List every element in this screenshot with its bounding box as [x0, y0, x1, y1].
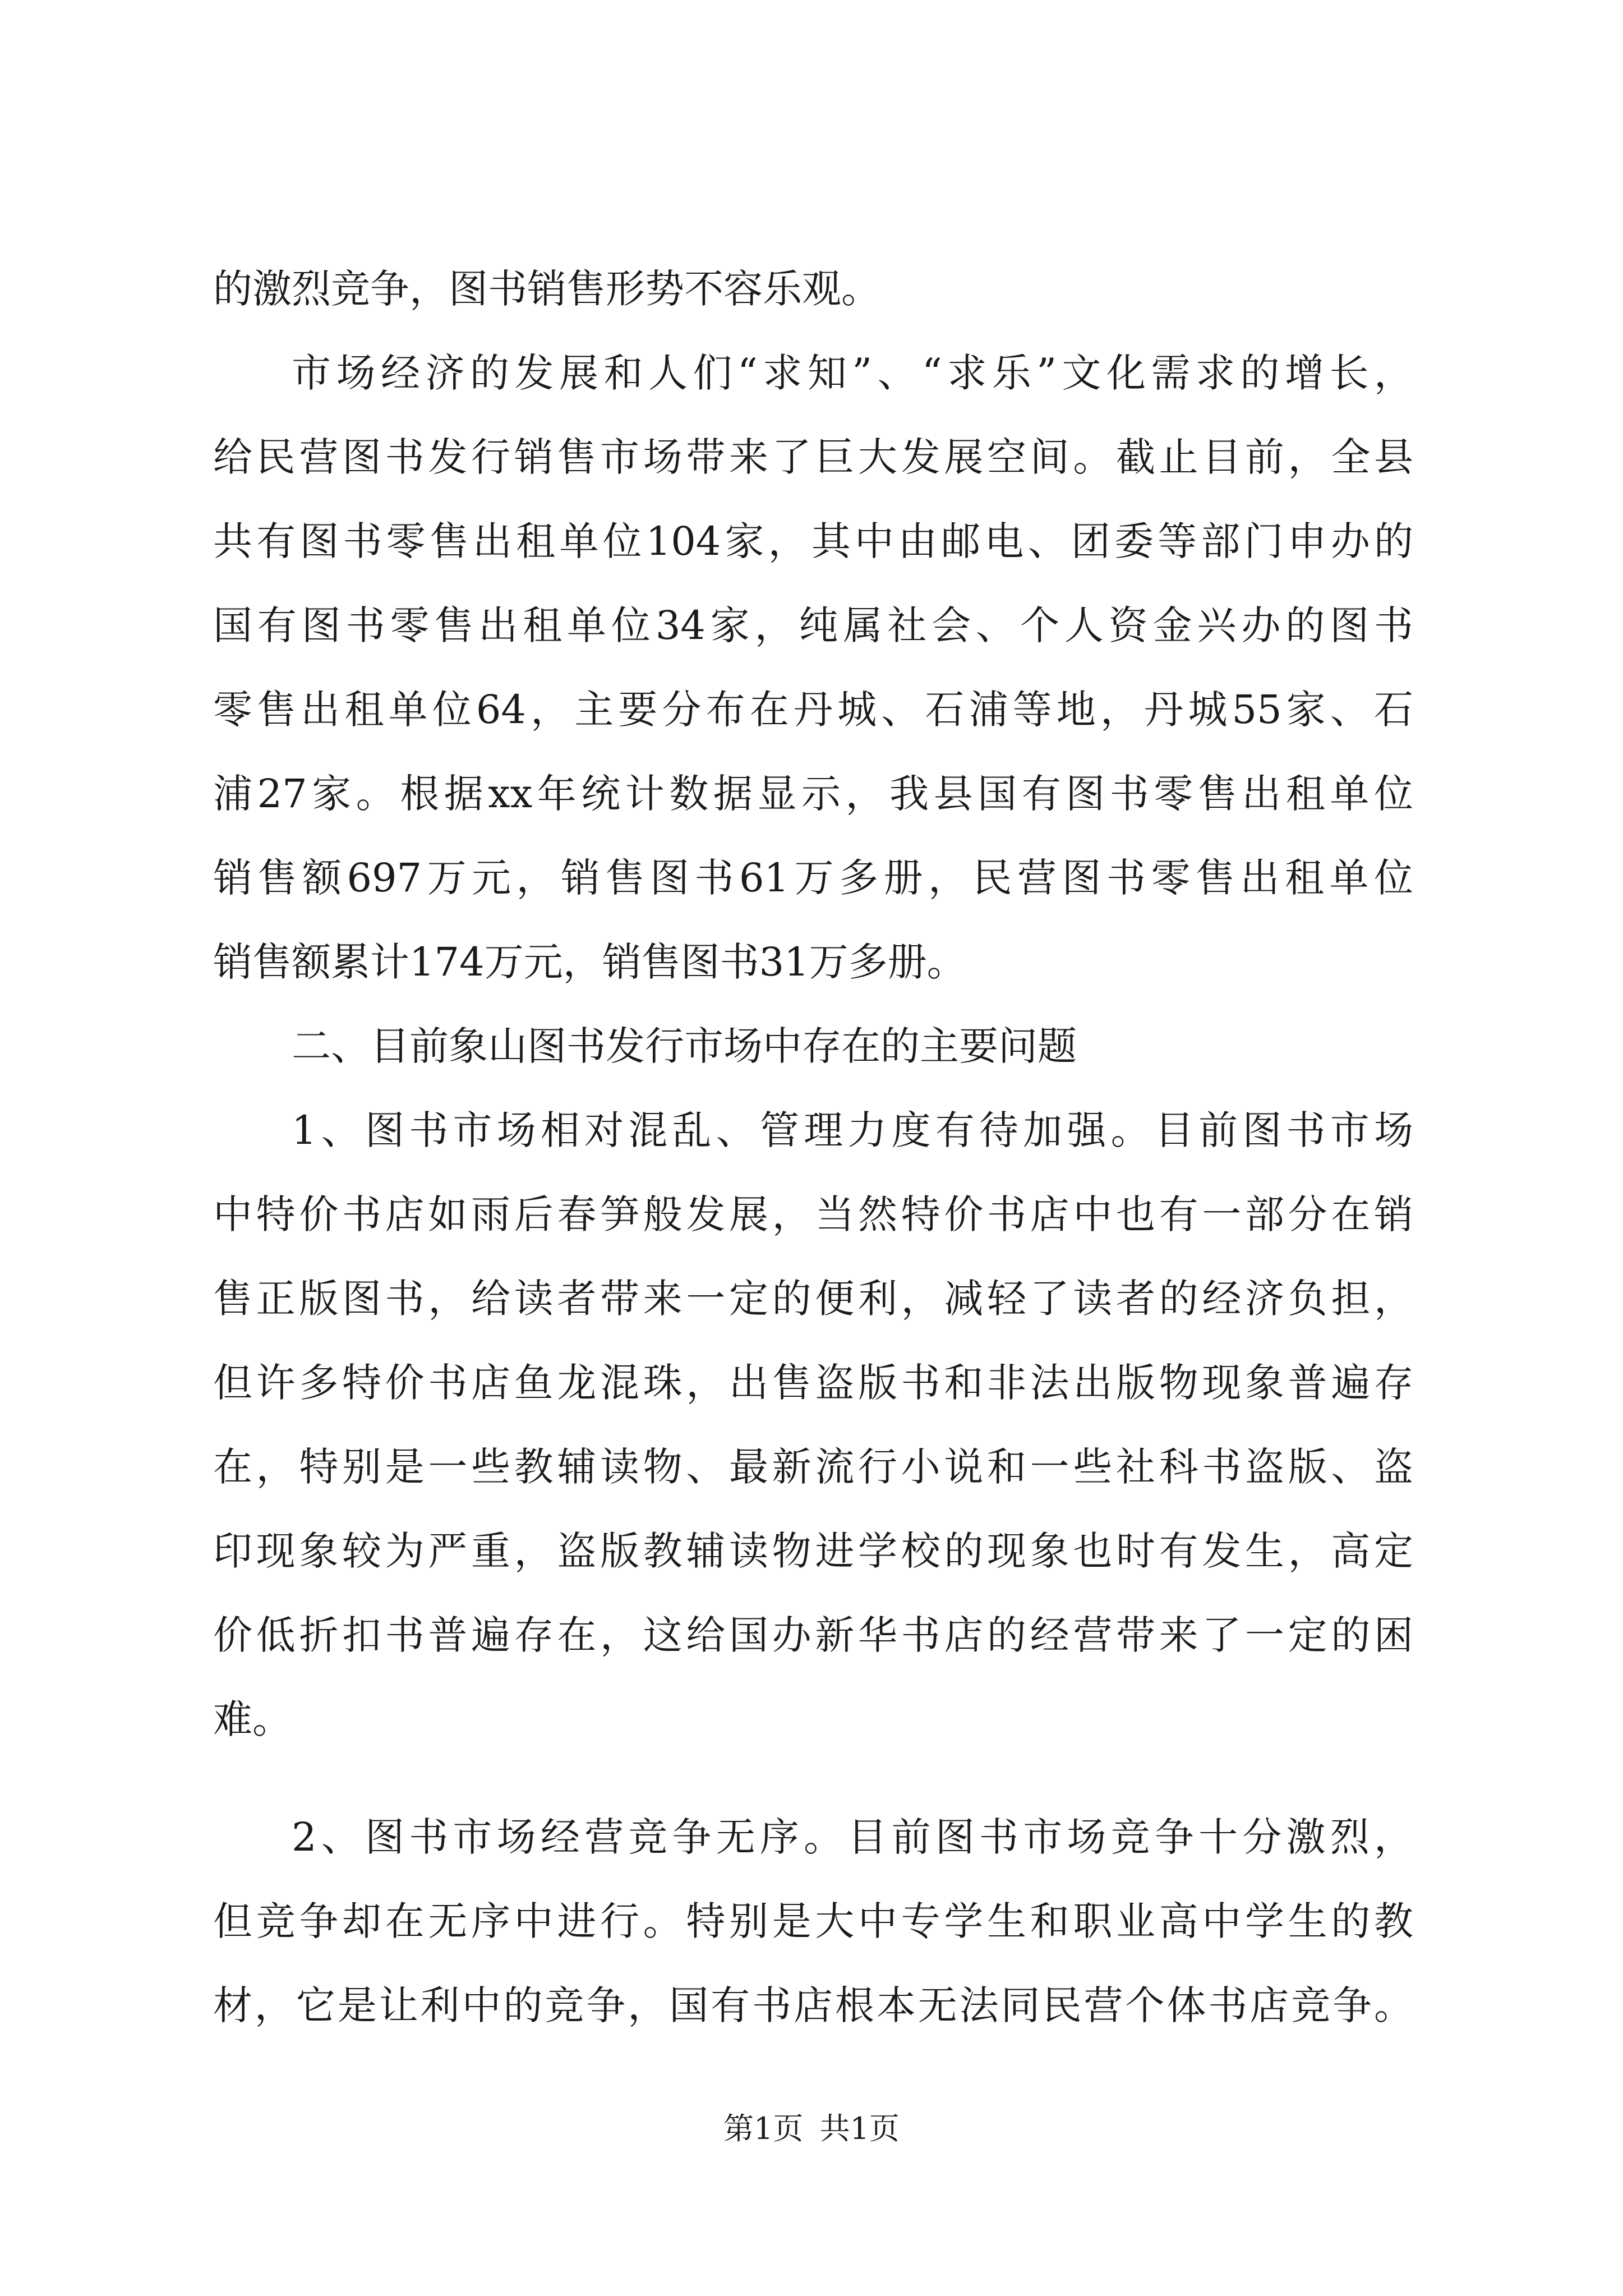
page-footer — [0, 2109, 1623, 2148]
text-line: 1、图书市场相对混乱、管理力度有待加强。目前图书市场 — [292, 1107, 1413, 1153]
text-line: 但许多特价书店鱼龙混珠，出售盗版书和非法出版物现象普遍存 — [213, 1360, 1413, 1406]
paragraph — [213, 247, 1413, 331]
text-line: 销售额累计174万元，销售图书31万多册。 — [213, 939, 966, 985]
text-line: 但竞争却在无序中进行。特别是大中专学生和职业高中学生的教 — [213, 1898, 1413, 1944]
text-line: 难。 — [213, 1696, 292, 1742]
document-body — [213, 247, 1413, 2047]
text-line: 印现象较为严重，盗版教辅读物进学校的现象也时有发生，高定 — [213, 1528, 1413, 1574]
paragraph — [213, 1088, 1413, 1761]
text-line: 零售出租单位64，主要分布在丹城、石浦等地，丹城55家、石 — [213, 687, 1413, 733]
text-line: 材，它是让利中的竞争，国有书店根本无法同民营个体书店竞争。 — [213, 1982, 1413, 2028]
paragraph-gap — [213, 1761, 1413, 1795]
text-line: 市场经济的发展和人们“求知”、“求乐”文化需求的增长， — [292, 350, 1413, 396]
text-line: 二、目前象山图书发行市场中存在的主要问题 — [292, 1023, 1077, 1069]
text-line: 售正版图书，给读者带来一定的便利，减轻了读者的经济负担， — [213, 1276, 1413, 1322]
page-total: 共1页 — [819, 2111, 900, 2146]
text-line: 国有图书零售出租单位34家，纯属社会、个人资金兴办的图书 — [213, 602, 1413, 648]
text-line: 的激烈竞争，图书销售形势不容乐观。 — [213, 266, 880, 312]
paragraph — [213, 1795, 1413, 2047]
text-line: 销售额697万元，销售图书61万多册，民营图书零售出租单位 — [213, 855, 1413, 901]
page-number: 第1页 — [723, 2111, 804, 2146]
paragraph — [213, 331, 1413, 1004]
text-line: 共有图书零售出租单位104家，其中由邮电、团委等部门申办的 — [213, 518, 1413, 564]
section-heading — [213, 1004, 1413, 1088]
text-line: 给民营图书发行销售市场带来了巨大发展空间。截止目前，全县 — [213, 434, 1413, 480]
text-line: 中特价书店如雨后春笋般发展，当然特价书店中也有一部分在销 — [213, 1191, 1413, 1237]
text-line: 2、图书市场经营竞争无序。目前图书市场竞争十分激烈， — [292, 1814, 1413, 1860]
text-line: 价低折扣书普遍存在，这给国办新华书店的经营带来了一定的困 — [213, 1612, 1413, 1658]
text-line: 浦27家。根据xx年统计数据显示，我县国有图书零售出租单位 — [213, 771, 1413, 817]
text-line: 在，特别是一些教辅读物、最新流行小说和一些社科书盗版、盗 — [213, 1444, 1413, 1490]
